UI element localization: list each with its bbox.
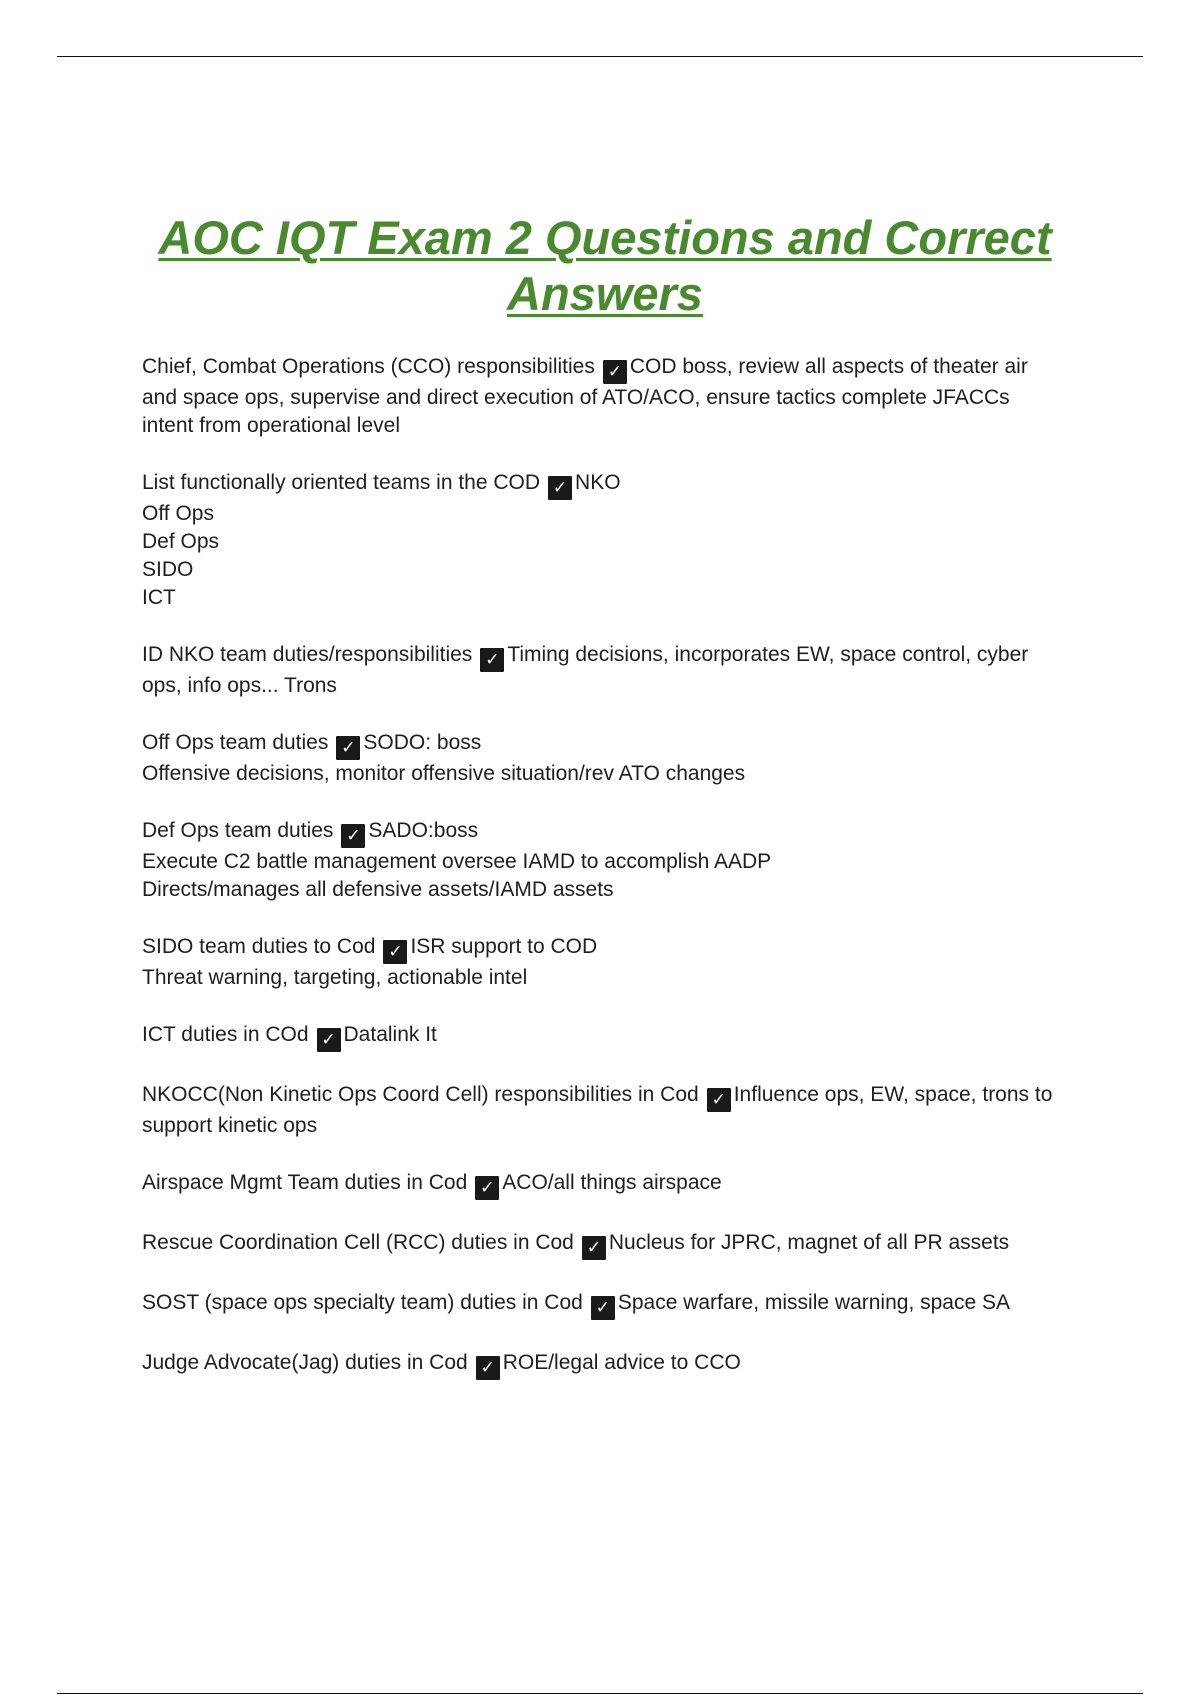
check-box-icon: ✓	[336, 736, 360, 760]
qa-item	[142, 1081, 1062, 1140]
answer-text: ROE/legal advice to CCO	[502, 1351, 741, 1374]
question-text: Rescue Coordination Cell (RCC) duties in Cod	[142, 1231, 574, 1254]
check-box-icon: ✓	[383, 940, 407, 964]
answer-line: Off Ops	[142, 502, 214, 525]
qa-item	[142, 729, 1062, 788]
qa-first-line	[142, 641, 1062, 700]
check-box-icon: ✓	[591, 1296, 615, 1320]
answer-line: Execute C2 battle management oversee IAMD to accomplish AADP	[142, 850, 772, 873]
document-title: AOC IQT Exam 2 Questions and Correct Answers	[158, 211, 1052, 320]
answer-text: ACO/all things airspace	[502, 1171, 722, 1194]
answer-text: Timing decisions, incorporates EW, space control, cyber ops, info ops... Trons	[142, 643, 1029, 697]
answer-text: Nucleus for JPRC, magnet of all PR assets	[608, 1231, 1010, 1254]
answer-text: Datalink It	[343, 1023, 437, 1046]
qa-item	[142, 641, 1062, 700]
answer-text: SADO:boss	[368, 819, 479, 842]
qa-first-line	[142, 1021, 1062, 1052]
answer-line: Directs/manages all defensive assets/IAMD assets	[142, 878, 614, 901]
check-box-icon: ✓	[603, 360, 627, 384]
question-answer-list	[142, 353, 1062, 1409]
qa-first-line	[142, 1169, 1062, 1200]
question-text: Off Ops team duties	[142, 731, 329, 754]
qa-item	[142, 817, 1062, 904]
qa-item	[142, 1229, 1062, 1260]
answer-line: Threat warning, targeting, actionable intel	[142, 966, 528, 989]
qa-item	[142, 1169, 1062, 1200]
question-text: ICT duties in COd	[142, 1023, 309, 1046]
question-text: Chief, Combat Operations (CCO) responsibilities	[142, 355, 595, 378]
check-box-icon: ✓	[582, 1236, 606, 1260]
qa-first-line	[142, 1349, 1062, 1380]
qa-first-line	[142, 353, 1062, 440]
answer-line: ICT	[142, 586, 176, 609]
answer-text: SODO: boss	[363, 731, 482, 754]
qa-item	[142, 933, 1062, 992]
answer-text: COD boss, review all aspects of theater air and space ops, supervise and direct execution of ATO/ACO, ensure tactics complete JFACCs intent from operational level	[142, 355, 1028, 437]
check-box-icon: ✓	[480, 648, 504, 672]
qa-first-line	[142, 469, 1062, 500]
question-text: Judge Advocate(Jag) duties in Cod	[142, 1351, 468, 1374]
answer-text: Influence ops, EW, space, trons to support kinetic ops	[142, 1083, 1053, 1137]
qa-item	[142, 353, 1062, 440]
answer-text: Space warfare, missile warning, space SA	[617, 1291, 1010, 1314]
qa-item	[142, 1349, 1062, 1380]
question-text: SOST (space ops specialty team) duties in Cod	[142, 1291, 583, 1314]
bottom-divider	[57, 1693, 1143, 1694]
qa-first-line	[142, 1229, 1062, 1260]
qa-item	[142, 1289, 1062, 1320]
qa-first-line	[142, 817, 1062, 848]
check-box-icon: ✓	[476, 1356, 500, 1380]
question-text: Def Ops team duties	[142, 819, 334, 842]
qa-first-line	[142, 933, 1062, 964]
check-box-icon: ✓	[475, 1176, 499, 1200]
answer-line: SIDO	[142, 558, 194, 581]
qa-item	[142, 1021, 1062, 1052]
qa-first-line	[142, 1081, 1062, 1140]
qa-first-line	[142, 1289, 1062, 1320]
qa-item	[142, 469, 1062, 612]
question-text: SIDO team duties to Cod	[142, 935, 376, 958]
question-text: Airspace Mgmt Team duties in Cod	[142, 1171, 468, 1194]
check-box-icon: ✓	[548, 476, 572, 500]
top-divider	[57, 56, 1143, 57]
answer-line: Offensive decisions, monitor offensive situation/rev ATO changes	[142, 762, 746, 785]
check-box-icon: ✓	[341, 824, 365, 848]
answer-text: NKO	[575, 471, 621, 494]
check-box-icon: ✓	[317, 1028, 341, 1052]
answer-line: Def Ops	[142, 530, 220, 553]
question-text: NKOCC(Non Kinetic Ops Coord Cell) responsibilities in Cod	[142, 1083, 699, 1106]
qa-first-line	[142, 729, 1062, 760]
answer-text: ISR support to COD	[410, 935, 598, 958]
question-text: List functionally oriented teams in the COD	[142, 471, 541, 494]
question-text: ID NKO team duties/responsibilities	[142, 643, 473, 666]
check-box-icon: ✓	[707, 1088, 731, 1112]
